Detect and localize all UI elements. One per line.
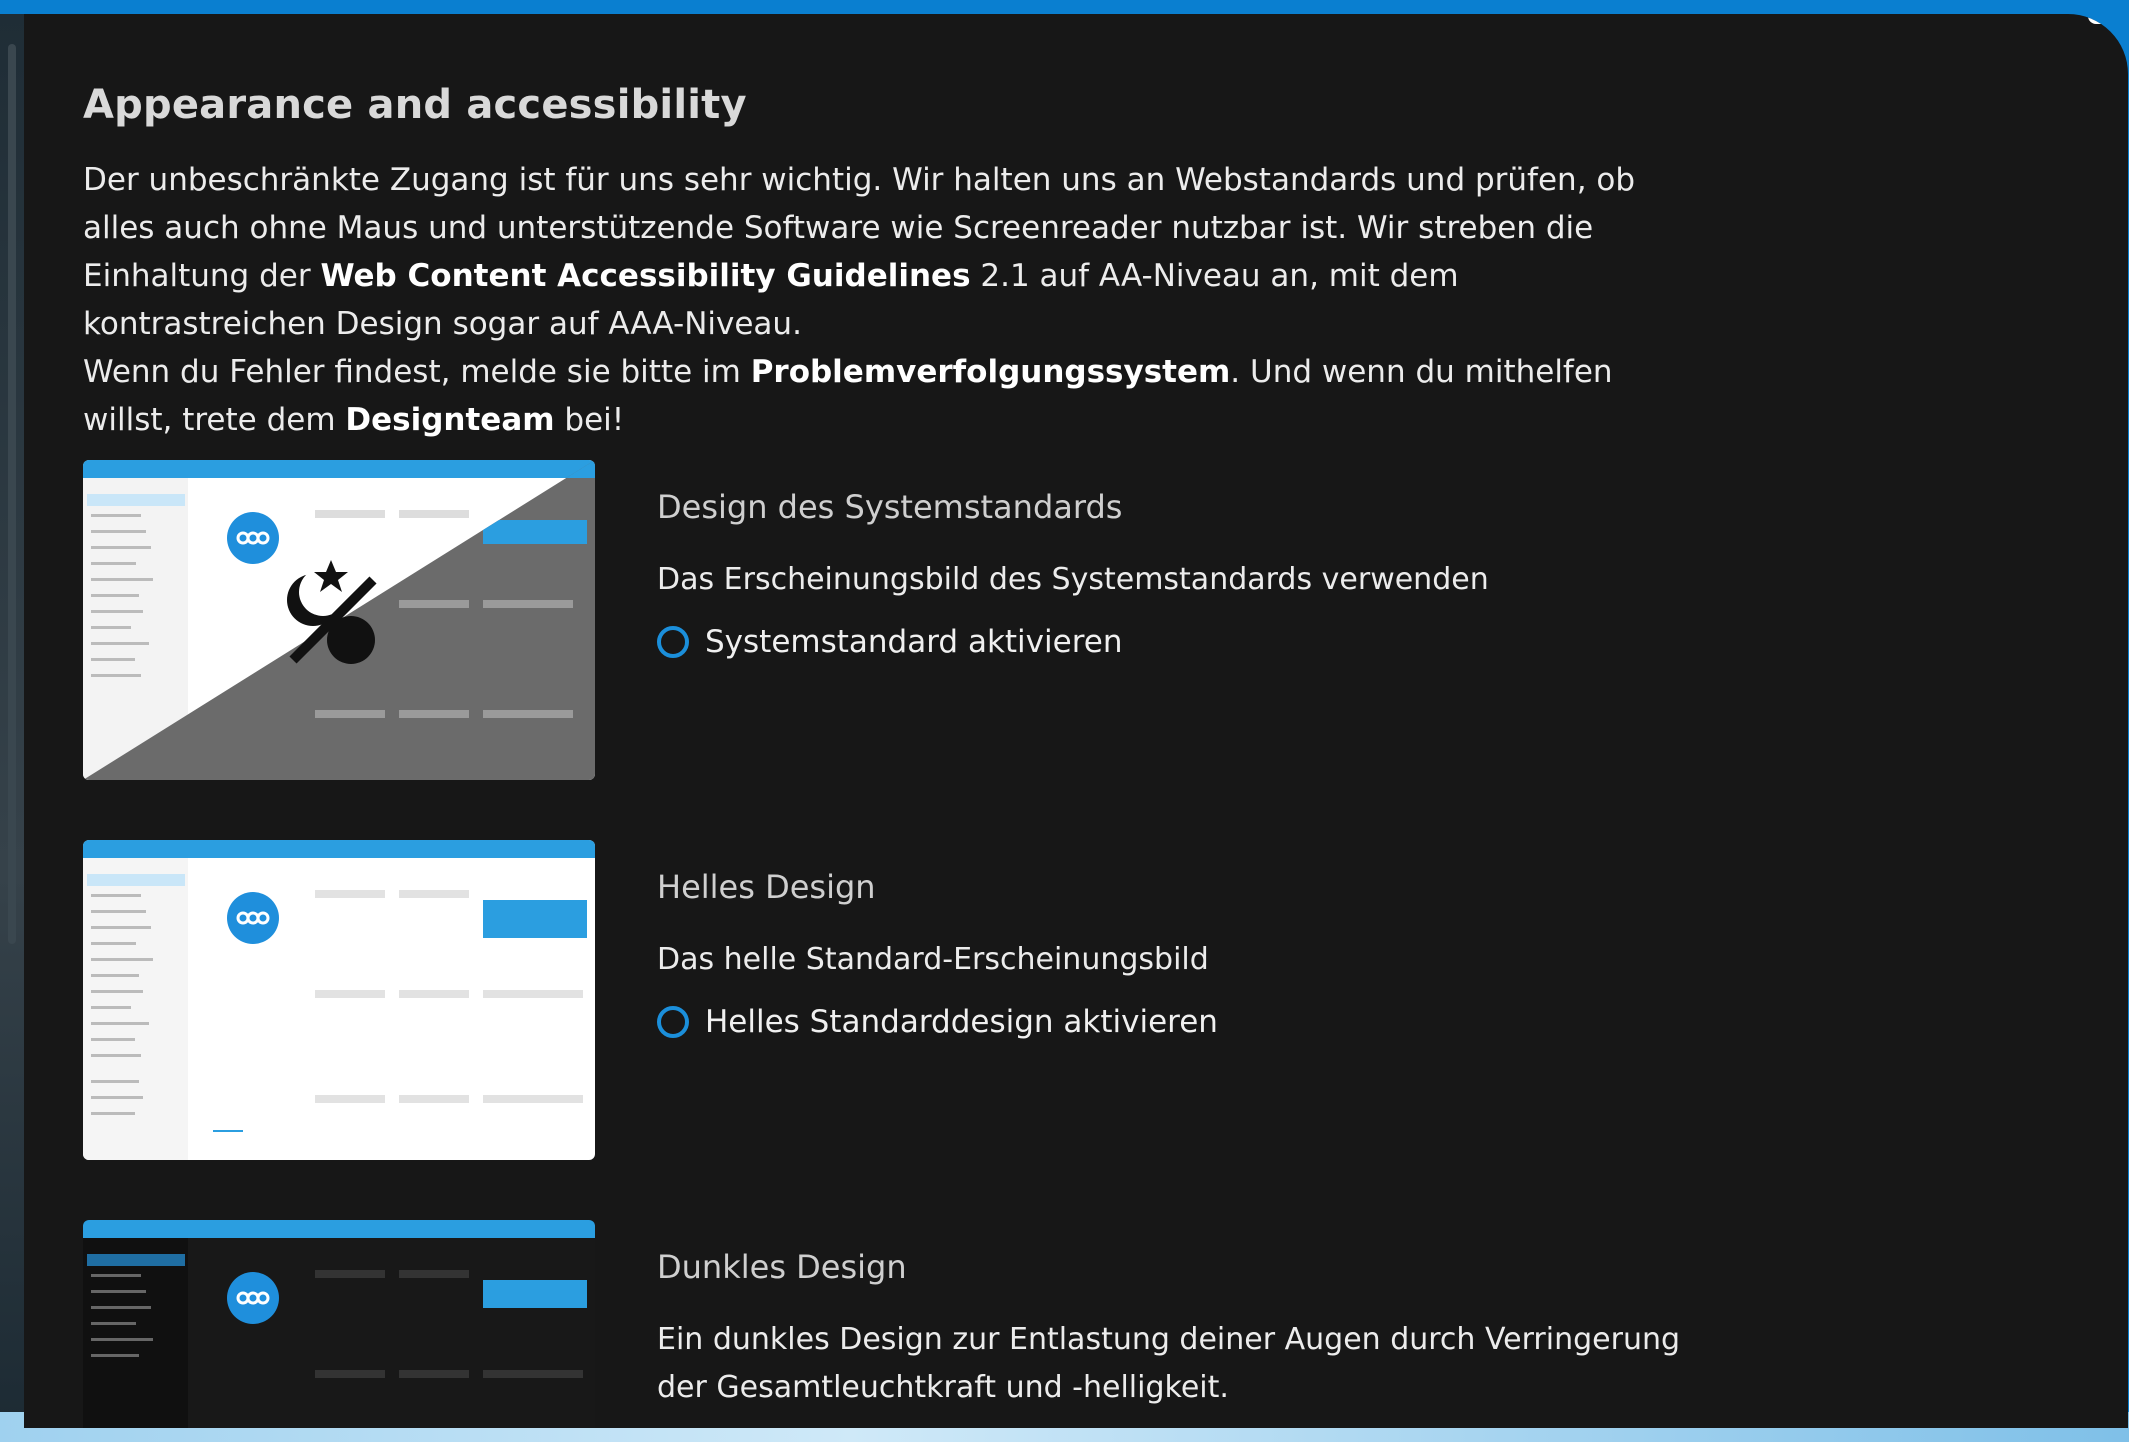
theme-title: Design des Systemstandards [657,488,1123,526]
intro-text: bei! [554,402,625,438]
radio-button[interactable] [657,626,689,658]
theme-info-dark [657,1248,1717,1412]
window-corner-control[interactable] [2088,14,2128,24]
appearance-section [83,82,1643,444]
theme-option-light [83,840,2083,1160]
radio-label: Systemstandard aktivieren [705,624,1123,660]
design-team-link[interactable]: Designteam [345,402,555,438]
theme-option-system [83,460,2083,780]
intro-text: . Und wenn du mithelfen willst, trete dem [83,354,1613,438]
theme-info-system [657,488,1717,660]
scrollbar[interactable] [8,44,16,944]
radio-button[interactable] [657,1006,689,1038]
section-title: Appearance and accessibility [83,82,747,128]
theme-option-dark [83,1220,2083,1428]
enable-light-theme-radio[interactable] [657,1004,1717,1040]
intro-text: 2.1 auf AA-Niveau an, mit dem kontrastreichen Design sogar auf AAA-Niveau. [83,258,1459,342]
section-intro [83,156,1643,444]
theme-info-light [657,868,1717,1040]
theme-preview-light[interactable] [83,840,595,1160]
theme-description: Das Erscheinungsbild des Systemstandards verwenden [657,562,1489,597]
theme-description: Ein dunkles Design zur Entlastung deiner Augen durch Verringerung der Gesamtleuchtkraft und -helligkeit. [657,1322,1681,1405]
wcag-link[interactable]: Web Content Accessibility Guidelines [320,258,971,294]
intro-text: Wenn du Fehler findest, melde sie bitte im [83,354,751,390]
theme-title: Helles Design [657,868,876,906]
theme-preview-system[interactable] [83,460,595,780]
intro-text: Der unbeschränkte Zugang ist für uns sehr wichtig. Wir halten uns an Webstandards und prüfen, ob alles auch ohne Maus und unterstützende Software wie Screenreader nutzbar ist. Wir streben die Einhaltung der [83,162,1636,294]
issue-tracker-link[interactable]: Problemverfolgungssystem [750,354,1231,390]
theme-preview-dark[interactable] [83,1220,595,1428]
radio-label: Helles Standarddesign aktivieren [705,1004,1218,1040]
enable-system-theme-radio[interactable] [657,624,1717,660]
theme-description: Das helle Standard-Erscheinungsbild [657,942,1209,977]
window-left-edge [0,14,24,1442]
settings-panel [24,14,2128,1428]
theme-title: Dunkles Design [657,1248,907,1286]
